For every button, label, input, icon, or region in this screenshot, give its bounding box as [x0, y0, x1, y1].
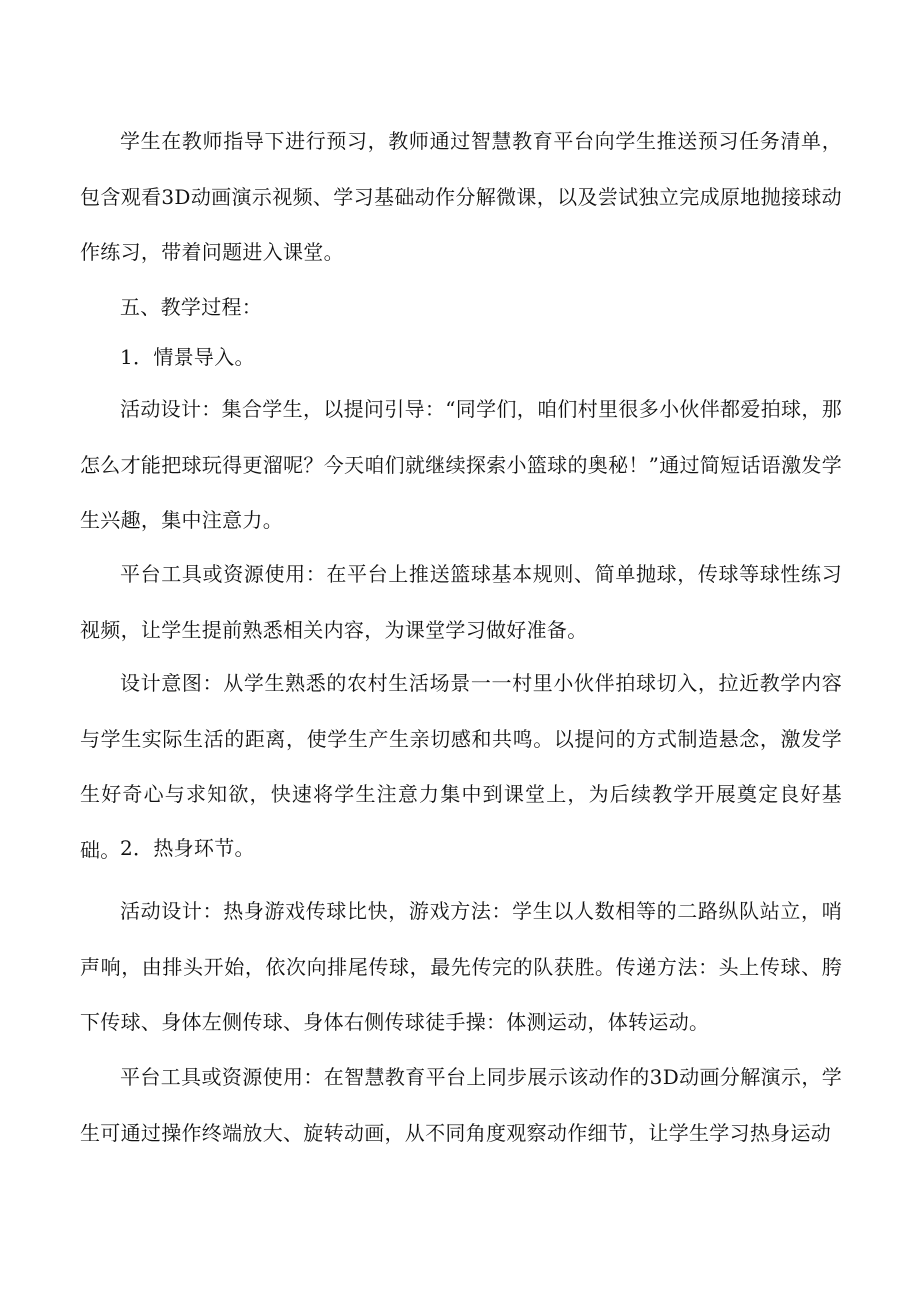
heading-warmup: 2．热身环节。 [120, 836, 255, 860]
paragraph-platform-tools-2: 平台工具或资源使用：在智慧教育平台上同步展示该动作的3D动画分解演示，学生可通过操作终端放大、旋转动画，从不同角度观察动作细节，让学生学习热身运动 [80, 1065, 842, 1145]
heading-scene-intro: 1．情景导入。 [120, 345, 255, 369]
paragraph-preview-task: 学生在教师指导下进行预习，教师通过智慧教育平台向学生推送预习任务清单，包含观看3D动画演示视频、学习基础动作分解微课，以及尝试独立完成原地抛接球动作练习，带着问题进入课堂。 [80, 129, 842, 264]
paragraph-activity-design-1: 活动设计：集合学生，以提问引导：“同学们，咱们村里很多小伙伴都爱拍球，那怎么才能把球玩得更溜呢？今天咱们就继续探索小篮球的奥秘！”通过简短话语激发学生兴趣，集中注意力。 [80, 397, 842, 532]
paragraph-platform-tools-1: 平台工具或资源使用：在平台上推送篮球基本规则、简单抛球，传球等球性练习视频，让学生提前熟悉相关内容，为课堂学习做好准备。 [80, 562, 842, 642]
paragraph-design-intent: 设计意图：从学生熟悉的农村生活场景一一村里小伙伴拍球切入，拉近教学内容与学生实际生活的距离，使学生产生亲切感和共鸣。以提问的方式制造悬念，激发学生好奇心与求知欲，快速将学生注意力集中到课堂上，为后续教学开展奠定良好基础。 [80, 671, 842, 862]
heading-teaching-process: 五、教学过程： [120, 295, 263, 319]
paragraph-activity-design-2: 活动设计：热身游戏传球比快，游戏方法：学生以人数相等的二路纵队站立，哨声响，由排头开始，依次向排尾传球，最先传完的队获胜。传递方法：头上传球、胯下传球、身体左侧传球、身体右侧传球徒手操：体测运动，体转运动。 [80, 899, 842, 1034]
